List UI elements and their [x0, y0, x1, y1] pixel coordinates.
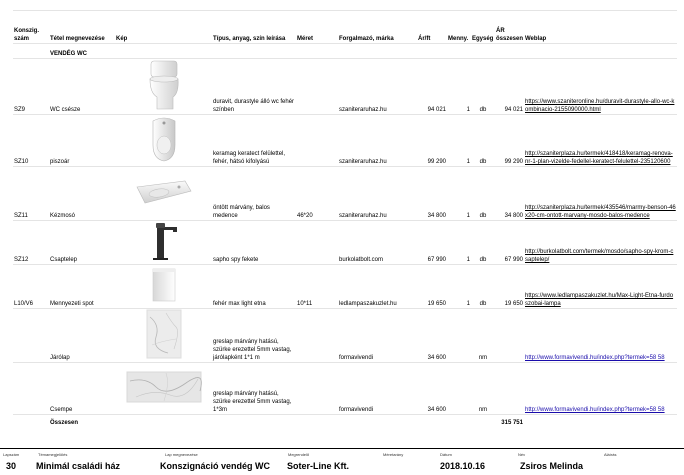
col-header-vendor: Forgalmazó, márka [338, 11, 417, 44]
item-vendor: formavivendi [338, 309, 417, 363]
item-unit: db [471, 167, 495, 221]
footer-label-scale: Méretarány [383, 452, 404, 457]
item-total [495, 363, 524, 415]
section-title: VENDÉG WC [49, 44, 115, 59]
marble-tile-icon [115, 309, 212, 363]
item-size: 46*20 [296, 167, 338, 221]
item-code: L10/V6 [13, 265, 49, 309]
col-header-unit: Egység [471, 11, 495, 44]
item-url-cell [524, 115, 677, 167]
item-total: 34 800 [495, 167, 524, 221]
item-unit: db [471, 115, 495, 167]
title-block [0, 448, 684, 475]
item-total [495, 309, 524, 363]
item-url-cell [524, 59, 677, 115]
faucet-icon [115, 221, 212, 265]
item-vendor: formavivendi [338, 363, 417, 415]
item-description: sapho spy fekete [212, 221, 296, 265]
footer-project: Minimál családi ház [36, 461, 121, 471]
footer-client: Soter-Line Kft. [287, 461, 349, 471]
item-vendor: burkolatbolt.com [338, 221, 417, 265]
col-header-size: Méret [296, 11, 338, 44]
item-size: 10*11 [296, 265, 338, 309]
item-unit: nm [471, 309, 495, 363]
item-url-link[interactable]: http://szaniterplaza.hu/termek/435546/marmy-benson-46x20-cm-ontott-marvany-mosdo-balos-medence [525, 205, 676, 219]
item-size [296, 363, 338, 415]
col-header-qty: Menny. [447, 11, 471, 44]
item-price: 94 021 [417, 59, 447, 115]
col-header-total: ÁR összesen [495, 11, 524, 44]
item-url-link[interactable]: https://www.ledlampaszakuzlet.hu/Max-Light-Etna-furdoszobai-lampa [525, 293, 674, 307]
col-header-desc: Típus, anyag, szín leírása [212, 11, 296, 44]
item-size [296, 115, 338, 167]
item-description: fehér max light etna [212, 265, 296, 309]
item-quantity: 1 [447, 265, 471, 309]
toilet-icon [115, 59, 212, 115]
item-description: öntött márvány, balos medence [212, 167, 296, 221]
marble-wall-icon [115, 363, 212, 415]
item-description: greslap márvány hatású, szürke erezettel 5mm vastag, 1*3m [212, 363, 296, 415]
item-quantity: 1 [447, 167, 471, 221]
item-name: piszoár [49, 115, 115, 167]
item-price: 19 650 [417, 265, 447, 309]
item-size [296, 59, 338, 115]
item-price: 34 600 [417, 309, 447, 363]
table-row [13, 167, 677, 221]
item-url-cell [524, 363, 677, 415]
item-description: greslap márvány hatású, szürke erezettel 5mm vastag, járólapként 1*1 m [212, 309, 296, 363]
item-name: Csempe [49, 363, 115, 415]
item-name: Csaptelep [49, 221, 115, 265]
item-code [13, 309, 49, 363]
section-row [13, 44, 677, 59]
footer-label-date: Dátum [440, 452, 452, 457]
col-header-code: Konszig. szám [13, 11, 49, 44]
item-total: 94 021 [495, 59, 524, 115]
item-vendor: ledlampaszakuzlet.hu [338, 265, 417, 309]
footer-sheet-title: Konszignáció vendég WC [160, 461, 271, 471]
item-name: Mennyezeti spot [49, 265, 115, 309]
item-total: 99 290 [495, 115, 524, 167]
consignation-table [13, 10, 677, 427]
table-row [13, 265, 677, 309]
item-description: duravit, durastyle álló wc fehér színben [212, 59, 296, 115]
item-vendor: szaniteraruhaz.hu [338, 167, 417, 221]
footer-label-signature: Aláírás [604, 452, 617, 457]
item-vendor: szaniteraruhaz.hu [338, 115, 417, 167]
table-row [13, 59, 677, 115]
item-url-cell [524, 309, 677, 363]
consignation-sheet [13, 10, 677, 427]
item-url-cell [524, 265, 677, 309]
item-unit: nm [471, 363, 495, 415]
item-quantity: 1 [447, 115, 471, 167]
spotlight-icon [115, 265, 212, 309]
item-url-link[interactable]: http://www.formavivendi.hu/index.php?termek=58 58 [525, 407, 665, 413]
footer-label-project: Témamegjelölés [38, 452, 68, 457]
col-header-name: Tétel megnevezése [49, 11, 115, 44]
grand-total: 315 751 [495, 415, 524, 428]
header-row [13, 11, 677, 44]
item-name: WC csésze [49, 59, 115, 115]
item-total: 19 650 [495, 265, 524, 309]
item-code: SZ10 [13, 115, 49, 167]
item-name: Kézmosó [49, 167, 115, 221]
col-header-url: Weblap [524, 11, 677, 44]
item-price: 67 990 [417, 221, 447, 265]
item-price: 34 800 [417, 167, 447, 221]
footer-name: Zsiros Melinda [520, 461, 584, 471]
item-quantity: 1 [447, 59, 471, 115]
item-vendor: szaniteraruhaz.hu [338, 59, 417, 115]
item-unit: db [471, 265, 495, 309]
item-url-link[interactable]: http://www.formavivendi.hu/index.php?termek=58 58 [525, 355, 665, 361]
item-quantity [447, 363, 471, 415]
item-quantity [447, 309, 471, 363]
item-url-link[interactable]: http://szaniterplaza.hu/termek/418418/keramag-renova-nr-1-plan-vizelde-fedellel-keratect-felulettel-235120600 [525, 151, 673, 165]
item-code: SZ12 [13, 221, 49, 265]
table-row [13, 363, 677, 415]
item-unit: db [471, 59, 495, 115]
total-row [13, 415, 677, 428]
total-label: Összesen [49, 415, 115, 428]
item-url-link[interactable]: http://burkolatbolt.com/termek/mosdo/sapho-spy-krom-csaptelep/ [525, 249, 674, 263]
item-url-cell [524, 221, 677, 265]
col-header-image: Kép [115, 11, 212, 44]
item-url-cell [524, 167, 677, 221]
item-price: 34 600 [417, 363, 447, 415]
item-code [13, 363, 49, 415]
footer-label-page: Lapszám [3, 452, 20, 457]
item-url-link[interactable]: https://www.szaniteronline.hu/duravit-durastyle-allo-wc-kombinacio-2155090000.html [525, 99, 675, 113]
urinal-icon [115, 115, 212, 167]
footer-date: 2018.10.16 [440, 461, 486, 471]
item-unit: db [471, 221, 495, 265]
table-row [13, 309, 677, 363]
sink-icon [115, 167, 212, 221]
item-total: 67 990 [495, 221, 524, 265]
table-row [13, 115, 677, 167]
item-code: SZ11 [13, 167, 49, 221]
item-code: SZ9 [13, 59, 49, 115]
item-size [296, 221, 338, 265]
table-row [13, 221, 677, 265]
item-size [296, 309, 338, 363]
footer-label-client: Megrendelő [288, 452, 310, 457]
footer-label-name: Név [518, 452, 526, 457]
col-header-price: Ár/ft [417, 11, 447, 44]
item-name: Járólap [49, 309, 115, 363]
footer-page-number: 30 [6, 461, 17, 471]
item-description: keramag keratect felülettel, fehér, hátsó kifolyású [212, 115, 296, 167]
footer-label-sheet: Lap megnevezése [165, 452, 198, 457]
item-price: 99 290 [417, 115, 447, 167]
item-quantity: 1 [447, 221, 471, 265]
